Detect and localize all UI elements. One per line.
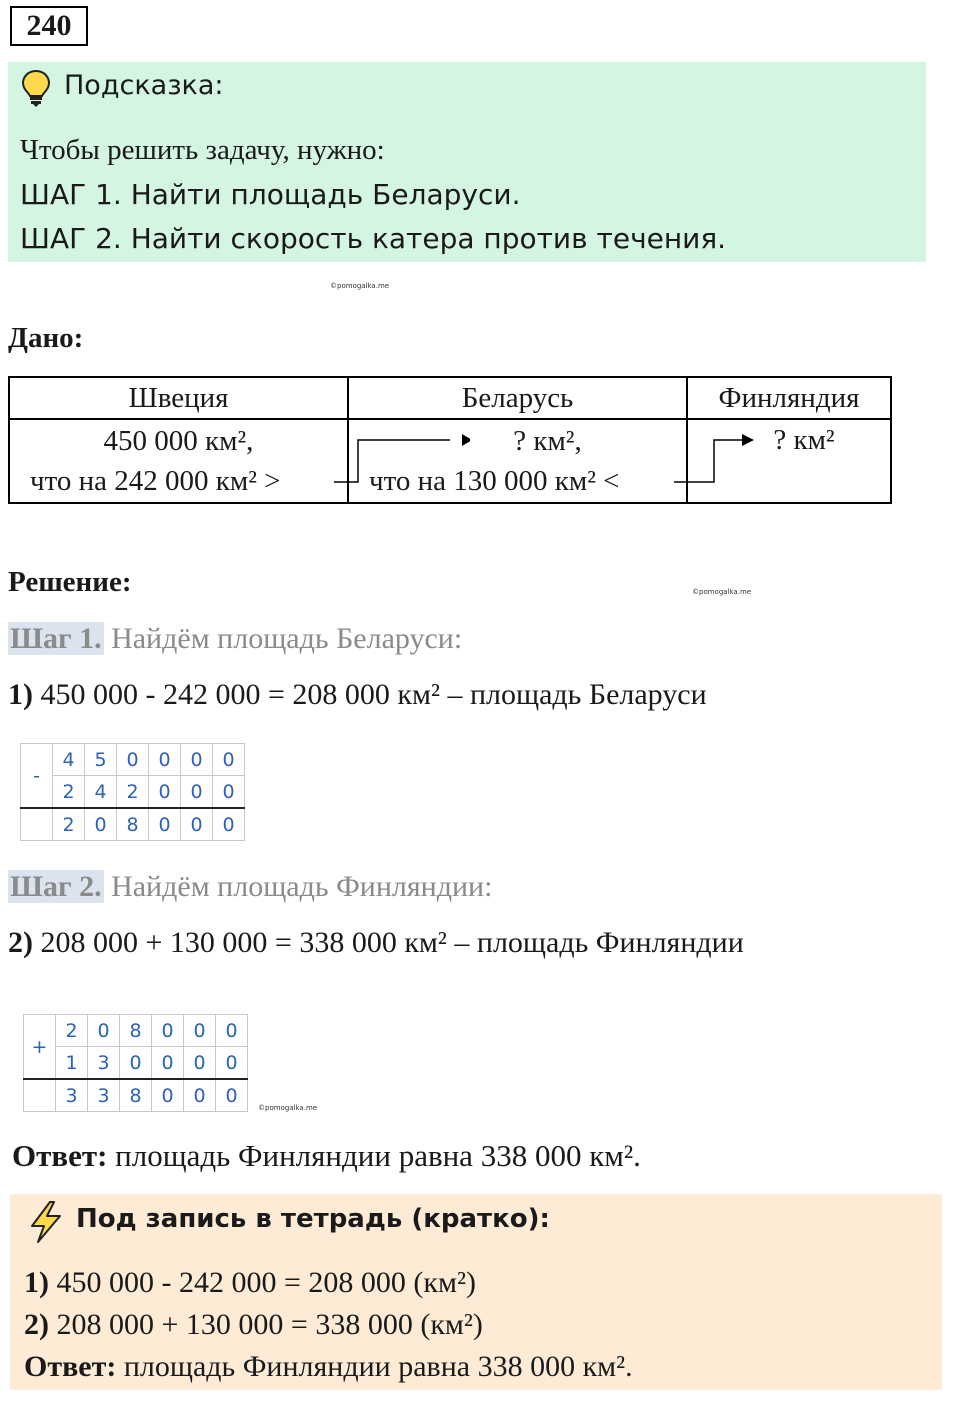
column-header: Беларусь: [348, 377, 687, 419]
equation-1: [8, 678, 707, 712]
note-number: 1): [24, 1266, 49, 1299]
hint-intro: Чтобы решить задачу, нужно:: [20, 134, 385, 166]
empty-cell: [21, 808, 53, 841]
digit-cell: 0: [152, 1079, 184, 1112]
operation-sign: +: [24, 1015, 56, 1080]
digit-cell: 4: [85, 776, 117, 809]
digit-cell: 5: [85, 744, 117, 776]
digit-cell: 0: [88, 1015, 120, 1047]
step-text: Найдём площадь Финляндии:: [111, 870, 493, 903]
equation-text: 208 000 + 130 000 = 338 000 км² – площадь Финляндии: [40, 926, 744, 959]
digit-cell: 0: [213, 808, 245, 841]
note-text: площадь Финляндии равна 338 000 км².: [123, 1350, 633, 1383]
digit-cell: 0: [120, 1047, 152, 1080]
hint-step-text: Найти площадь Беларуси.: [130, 178, 521, 211]
arrow-belarus-to-finland: [670, 428, 760, 488]
digit-cell: 2: [117, 776, 149, 809]
column-calculation-2: [23, 1014, 248, 1112]
note-line-1: [24, 1266, 476, 1300]
column-header: Швеция: [9, 377, 348, 419]
digit-cell: 2: [53, 808, 85, 841]
notes-title: Под запись в тетрадь (кратко):: [76, 1204, 550, 1234]
digit-cell: 0: [181, 776, 213, 809]
digit-cell: 0: [213, 744, 245, 776]
digit-cell: 0: [149, 776, 181, 809]
equation-2: [8, 926, 744, 960]
digit-cell: 3: [88, 1079, 120, 1112]
note-text: 208 000 + 130 000 = 338 000 (км²): [56, 1308, 483, 1341]
table-cell: [9, 419, 348, 503]
given-heading: Дано:: [8, 322, 84, 354]
equation-number: 2): [8, 926, 33, 959]
step-tag: Шаг 1.: [10, 622, 102, 655]
hint-step-label: ШАГ 1.: [20, 178, 122, 211]
digit-cell: 0: [184, 1079, 216, 1112]
note-line-3: [24, 1350, 633, 1384]
answer-text: площадь Финляндии равна 338 000 км².: [115, 1138, 641, 1173]
note-line-2: [24, 1308, 483, 1342]
digit-cell: 0: [181, 808, 213, 841]
arrow-sweden-to-belarus: [330, 428, 450, 488]
hint-step-2: [20, 222, 726, 255]
step-text: Найдём площадь Беларуси:: [111, 622, 463, 655]
operation-sign: -: [21, 744, 53, 809]
watermark: ©pomogalka.me: [692, 588, 752, 596]
digit-cell: 2: [56, 1015, 88, 1047]
hint-title: Подсказка:: [64, 70, 224, 101]
digit-cell: 2: [53, 776, 85, 809]
lightbulb-icon: [20, 68, 52, 108]
digit-cell: 0: [213, 776, 245, 809]
digit-cell: 3: [88, 1047, 120, 1080]
digit-cell: 0: [184, 1047, 216, 1080]
solution-heading: Решение:: [8, 566, 132, 598]
digit-cell: 0: [152, 1015, 184, 1047]
empty-cell: [24, 1079, 56, 1112]
digit-cell: 8: [120, 1015, 152, 1047]
column-calculation-1: [20, 743, 245, 841]
digit-cell: 1: [56, 1047, 88, 1080]
cell-line: 450 000 км²,: [103, 425, 254, 457]
arrow-head: [440, 432, 470, 448]
digit-cell: 0: [85, 808, 117, 841]
column-header: Финляндия: [687, 377, 891, 419]
cell-line: что на 130 000 км² <: [369, 465, 620, 497]
digit-cell: 0: [149, 808, 181, 841]
digit-cell: 0: [181, 744, 213, 776]
digit-cell: 8: [120, 1079, 152, 1112]
digit-cell: 0: [149, 744, 181, 776]
watermark: ©pomogalka.me: [258, 1104, 318, 1112]
digit-cell: 0: [152, 1047, 184, 1080]
digit-cell: 3: [56, 1079, 88, 1112]
lightning-icon: [26, 1200, 66, 1244]
digit-cell: 0: [216, 1047, 248, 1080]
equation-text: 450 000 - 242 000 = 208 000 км² – площадь Беларуси: [40, 678, 707, 711]
digit-cell: 4: [53, 744, 85, 776]
step-tag: Шаг 2.: [10, 870, 102, 903]
hint-step-label: ШАГ 2.: [20, 222, 122, 255]
answer-label: Ответ:: [12, 1138, 108, 1173]
note-number: 2): [24, 1308, 49, 1341]
digit-cell: 0: [216, 1079, 248, 1112]
watermark: ©pomogalka.me: [330, 282, 390, 290]
digit-cell: 0: [117, 744, 149, 776]
task-number: 240: [10, 6, 88, 46]
answer-line: [12, 1138, 641, 1174]
hint-step-text: Найти скорость катера против течения.: [130, 222, 727, 255]
digit-cell: 0: [184, 1015, 216, 1047]
note-text: 450 000 - 242 000 = 208 000 (км²): [56, 1266, 476, 1299]
step-1-line: [8, 622, 462, 656]
note-answer-label: Ответ:: [24, 1350, 117, 1383]
cell-line: что на 242 000 км² >: [30, 465, 281, 497]
cell-line: ? км²,: [513, 425, 582, 457]
cell-line: ? км²: [773, 424, 835, 456]
hint-step-1: [20, 178, 520, 211]
equation-number: 1): [8, 678, 33, 711]
step-2-line: [8, 870, 492, 904]
digit-cell: 8: [117, 808, 149, 841]
digit-cell: 0: [216, 1015, 248, 1047]
